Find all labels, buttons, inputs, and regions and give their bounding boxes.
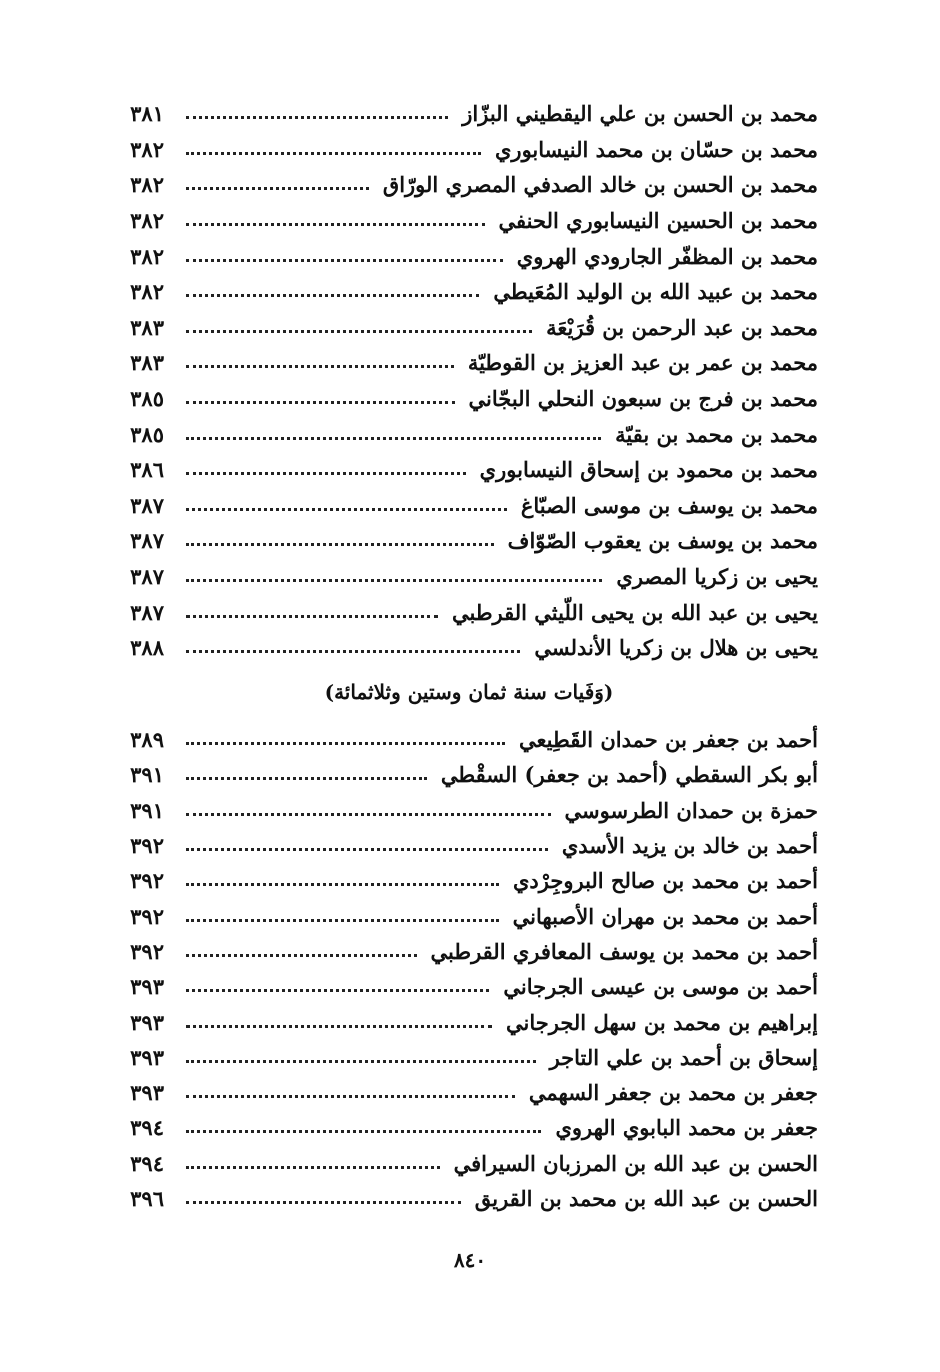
entry-name: جعفر بن محمد بن جعفر السهمي xyxy=(528,1080,818,1106)
index-entry xyxy=(120,828,818,863)
leader-dots xyxy=(186,1025,492,1028)
entry-page: ٣٨٧ xyxy=(130,564,164,590)
leader-dots xyxy=(186,543,494,546)
leader-dots xyxy=(186,1095,515,1098)
entry-page: ٣٨٨ xyxy=(130,635,164,661)
leader-dots xyxy=(186,1166,440,1169)
entry-page: ٣٨٧ xyxy=(130,492,164,518)
entry-page: ٣٩١ xyxy=(130,797,164,823)
index-entry xyxy=(120,488,818,524)
entry-page: ٣٩٦ xyxy=(130,1186,164,1211)
index-entry xyxy=(120,345,818,381)
entry-page: ٣٩٣ xyxy=(130,1080,164,1106)
entry-page: ٣٨٢ xyxy=(130,208,164,234)
index-entry xyxy=(120,381,818,417)
entry-name: أحمد بن محمد بن مهران الأصبهاني xyxy=(512,903,818,929)
entry-name: أحمد بن محمد بن صالح البروجِرْدي xyxy=(512,868,818,894)
index-entry xyxy=(120,630,818,666)
entry-name: محمد بن عبيد الله بن الوليد المُعَيطي xyxy=(493,279,818,305)
leader-dots xyxy=(186,437,601,440)
index-entry xyxy=(120,310,818,346)
leader-dots xyxy=(186,1060,536,1063)
entry-name: محمد بن المظفّر الجارودي الهروي xyxy=(516,243,818,269)
leader-dots xyxy=(186,919,499,922)
index-entry xyxy=(120,1040,818,1075)
entry-name: محمد بن الحسن بن علي اليقطيني البزّاز xyxy=(462,101,818,127)
leader-dots xyxy=(186,1201,461,1204)
leader-dots xyxy=(186,259,503,262)
index-entry xyxy=(120,793,818,828)
entry-name: محمد بن الحسن بن خالد الصدفي المصري الورّاق xyxy=(382,172,818,198)
entry-name: يحيى بن هلال بن زكريا الأندلسي xyxy=(534,635,818,661)
leader-dots xyxy=(186,116,448,119)
leader-dots xyxy=(186,848,548,851)
entry-name: محمد بن محمود بن إسحاق النيسابوري xyxy=(479,457,818,483)
index-entry xyxy=(120,1146,818,1181)
entry-page: ٣٩٢ xyxy=(130,833,164,859)
entry-name: إبراهيم بن محمد بن سهل الجرجاني xyxy=(506,1009,818,1035)
index-entry xyxy=(120,1110,818,1145)
index-entry xyxy=(120,416,818,452)
leader-dots xyxy=(186,615,438,618)
index-entry xyxy=(120,934,818,969)
leader-dots xyxy=(186,330,532,333)
entry-name: محمد بن يوسف بن موسى الصبّاغ xyxy=(520,492,818,518)
leader-dots xyxy=(186,508,507,511)
entry-page: ٣٩١ xyxy=(130,762,164,788)
index-entry xyxy=(120,863,818,898)
entry-name: أبو بكر السقطي (أحمد بن جعفر) السقْطي xyxy=(440,762,818,788)
index-entry xyxy=(120,1181,818,1216)
entry-name: أحمد بن محمد بن يوسف المعافري القرطبي xyxy=(430,938,818,964)
entry-page: ٣٩٣ xyxy=(130,1009,164,1035)
entry-page: ٣٨٧ xyxy=(130,599,164,625)
index-entry xyxy=(120,898,818,933)
entry-name: أحمد بن جعفر بن حمدان القَطِيعي xyxy=(519,727,818,753)
leader-dots xyxy=(186,883,499,886)
entry-name: محمد بن عبد الرحمن بن قُرَيْعَة xyxy=(546,314,818,340)
index-entry xyxy=(120,238,818,274)
entry-name: محمد بن فرج بن سبعون النحلي البجّاني xyxy=(468,386,818,412)
entry-name: أحمد بن موسى بن عيسى الجرجاني xyxy=(503,974,818,1000)
leader-dots xyxy=(186,954,417,957)
index-entry xyxy=(120,132,818,168)
entry-page: ٣٨١ xyxy=(130,101,164,127)
entry-name: يحيى بن زكريا المصري xyxy=(616,564,818,590)
index-entry xyxy=(120,757,818,792)
leader-dots xyxy=(186,579,602,582)
leader-dots xyxy=(186,294,479,297)
entry-name: محمد بن حسّان بن محمد النيسابوري xyxy=(495,136,818,162)
entry-page: ٣٩٣ xyxy=(130,1044,164,1070)
entry-page: ٣٨٥ xyxy=(130,386,164,412)
entry-page: ٣٩٤ xyxy=(130,1150,164,1176)
entry-page: ٣٨٥ xyxy=(130,421,164,447)
index-entry xyxy=(120,274,818,310)
entry-page: ٣٩٢ xyxy=(130,938,164,964)
index-entry xyxy=(120,452,818,488)
entry-page: ٣٨٢ xyxy=(130,136,164,162)
leader-dots xyxy=(186,989,489,992)
index-entry xyxy=(120,523,818,559)
index-entry xyxy=(120,1004,818,1039)
index-entry xyxy=(120,167,818,203)
index-entry xyxy=(120,203,818,239)
leader-dots xyxy=(186,777,427,780)
leader-dots xyxy=(186,813,551,816)
index-entry xyxy=(120,96,818,132)
entry-page: ٣٩٢ xyxy=(130,903,164,929)
entry-name: إسحاق بن أحمد بن علي التاجر xyxy=(549,1044,818,1070)
index-entry xyxy=(120,969,818,1004)
entry-name: محمد بن يوسف بن يعقوب الصّوّاف xyxy=(507,528,818,554)
leader-dots xyxy=(186,472,466,475)
section-heading: (وَفَيات سنة ثمان وستين وثلاثمائة) xyxy=(324,680,614,704)
entry-page: ٣٩٢ xyxy=(130,868,164,894)
entry-name: الحسن بن عبد الله بن المرزبان السيرافي xyxy=(453,1150,818,1176)
index-entry xyxy=(120,559,818,595)
entry-name: الحسن بن عبد الله بن محمد بن القريق xyxy=(474,1186,818,1211)
entry-name: محمد بن عمر بن عبد العزيز بن القوطيّة xyxy=(467,350,818,376)
entry-page: ٣٨٧ xyxy=(130,528,164,554)
page-number: ٨٤٠ xyxy=(453,1248,487,1272)
entry-page: ٣٨٢ xyxy=(130,279,164,305)
entry-page: ٣٨٣ xyxy=(130,314,164,340)
leader-dots xyxy=(186,401,455,404)
entry-name: محمد بن محمد بن بقيّة xyxy=(615,421,818,447)
entry-page: ٣٨٣ xyxy=(130,350,164,376)
entry-name: محمد بن الحسين النيسابوري الحنفي xyxy=(498,208,818,234)
entry-name: يحيى بن عبد الله بن يحيى اللّيثي القرطبي xyxy=(451,599,818,625)
index-list-part2 xyxy=(120,722,818,1216)
leader-dots xyxy=(186,365,454,368)
index-entry xyxy=(120,1075,818,1110)
leader-dots xyxy=(186,742,505,745)
entry-page: ٣٨٩ xyxy=(130,727,164,753)
index-entry xyxy=(120,722,818,757)
leader-dots xyxy=(186,223,485,226)
leader-dots xyxy=(186,1130,541,1133)
entry-name: حمزة بن حمدان الطرسوسي xyxy=(564,797,818,823)
leader-dots xyxy=(186,650,520,653)
leader-dots xyxy=(186,187,369,190)
entry-page: ٣٩٣ xyxy=(130,974,164,1000)
leader-dots xyxy=(186,152,481,155)
entry-name: أحمد بن خالد بن يزيد الأسدي xyxy=(561,833,818,859)
entry-name: جعفر بن محمد البابوي الهروي xyxy=(555,1115,818,1141)
entry-page: ٣٩٤ xyxy=(130,1115,164,1141)
entry-page: ٣٨٢ xyxy=(130,243,164,269)
index-list-part1 xyxy=(120,96,818,666)
entry-page: ٣٨٦ xyxy=(130,457,164,483)
index-entry xyxy=(120,594,818,630)
entry-page: ٣٨٢ xyxy=(130,172,164,198)
